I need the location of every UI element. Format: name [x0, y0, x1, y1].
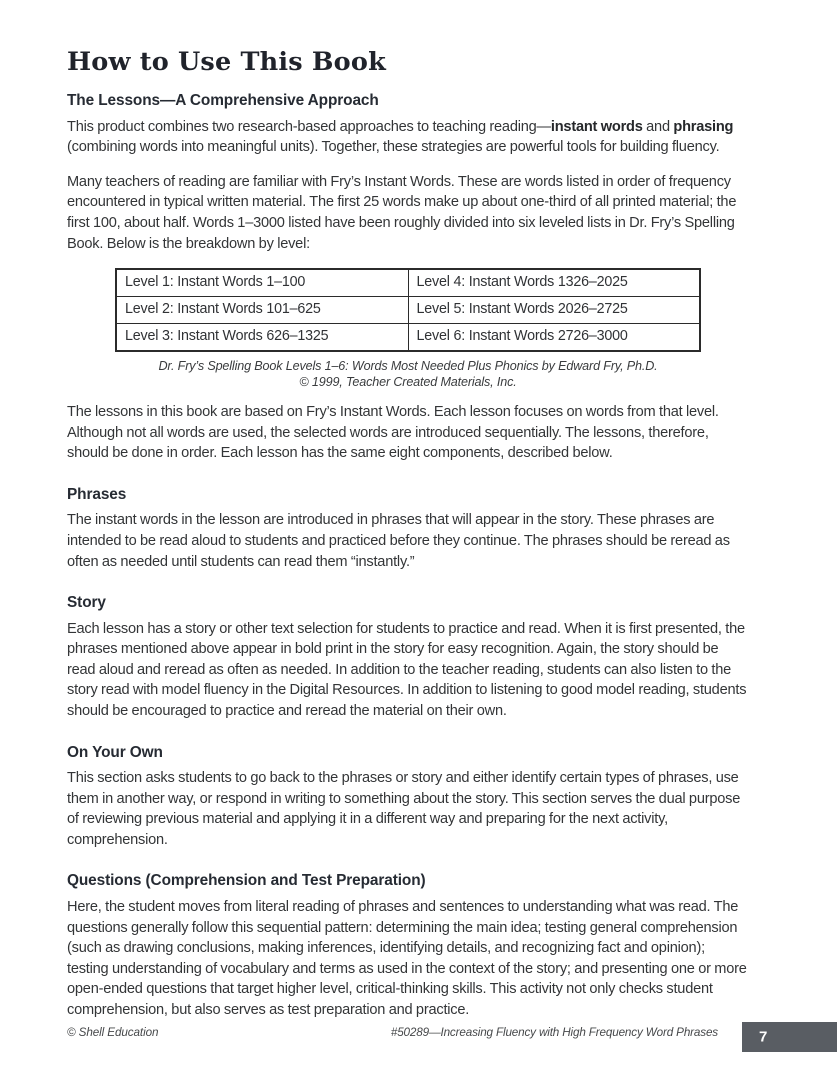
page-title: How to Use This Book	[67, 47, 386, 77]
section-heading-phrases: Phrases	[67, 485, 127, 503]
levels-table-body	[116, 269, 700, 351]
on-your-own-paragraph: This section asks students to go back to the phrases or story and either identify certain types of phrases, use them in another way, or respond in writing to something about the story. This section serves the dual purpose of reviewing previous material and applying it in a different way and preparing for the next activity, comprehension.	[67, 770, 741, 848]
table-cell-level-2: Level 2: Instant Words 101–625	[116, 297, 408, 324]
caption-line-2: © 1999, Teacher Created Materials, Inc.	[299, 375, 517, 390]
page-content	[67, 48, 749, 1035]
lessons-paragraph-3: The lessons in this book are based on Fry’s Instant Words. Each lesson focuses on words from that level. Although not all words are used, the selected words are introduced sequentially. The lessons, therefore, should be done in order. Each lesson has the same eight components, described below.	[67, 404, 719, 462]
levels-table-wrapper	[67, 268, 749, 352]
lessons-p1-text-3: (combining words into meaningful units). Together, these strategies are powerful tools for building fluency.	[67, 139, 720, 156]
section-heading-lessons: The Lessons—A Comprehensive Approach	[67, 92, 379, 110]
lessons-paragraph-2: Many teachers of reading are familiar with Fry’s Instant Words. These are words listed in order of frequency encountered in typical written material. The first 25 words make up about one-third of all printed material; the first 100, about half. Words 1–3000 listed have been roughly divided into six leveled lists in Dr. Fry’s Spelling Book. Below is the breakdown by level:	[67, 173, 737, 252]
phrases-paragraph: The instant words in the lesson are introduced in phrases that will appear in the story. These phrases are intended to be read aloud to students and practiced before they continue. The phrases should be reread as often as needed until students can read them “instantly.”	[67, 512, 730, 570]
table-cell-level-3: Level 3: Instant Words 626–1325	[116, 324, 408, 352]
section-heading-on-your-own: On Your Own	[67, 743, 163, 761]
table-cell-level-5: Level 5: Instant Words 2026–2725	[408, 297, 700, 324]
page-number-badge	[742, 1022, 837, 1052]
lessons-paragraph-1	[67, 117, 749, 158]
page-number-label: 7	[759, 1028, 768, 1046]
story-paragraph: Each lesson has a story or other text selection for students to practice and read. When it is first presented, the phrases mentioned above appear in bold print in the story for easy recognition. Again, the story should be read aloud and reread as often as needed. In addition to the teacher reading, students can also listen to the story read with model fluency in the Digital Resources. In addition to listening to good model reading, students should be encouraged to practice and reread the material on their own.	[67, 620, 747, 719]
table-cell-level-4: Level 4: Instant Words 1326–2025	[408, 269, 700, 297]
lessons-p1-bold-instant-words: instant words	[550, 118, 643, 135]
table-row	[116, 324, 700, 352]
questions-paragraph: Here, the student moves from literal reading of phrases and sentences to understanding what was read. The questions generally follow this sequential pattern: determining the main idea; testing general comprehension (such as drawing conclusions, making inferences, identifying details, and recognizing fact and opinion); testing understanding of vocabulary and terms as used in the context of the story; and presenting one or more open-ended questions that target higher level, critical-thinking skills. This activity not only checks student comprehension, but also serves as test preparation and practice.	[67, 898, 747, 1018]
levels-table-caption	[67, 358, 749, 390]
section-heading-questions: Questions (Comprehension and Test Preparation)	[67, 872, 426, 890]
lessons-p1-text-2: and	[642, 118, 674, 135]
caption-line-1: Dr. Fry’s Spelling Book Levels 1–6: Words Most Needed Plus Phonics by Edward Fry, Ph.D.	[158, 359, 658, 374]
page-footer	[67, 1026, 718, 1046]
table-row	[116, 269, 700, 297]
section-heading-story: Story	[67, 594, 106, 612]
levels-table	[115, 268, 701, 352]
table-cell-level-6: Level 6: Instant Words 2726–3000	[408, 324, 700, 352]
lessons-p1-text-1: This product combines two research-based approaches to teaching reading—	[67, 118, 551, 135]
footer-product-title: #50289—Increasing Fluency with High Frequency Word Phrases	[390, 1026, 718, 1039]
lessons-p1-bold-phrasing: phrasing	[673, 118, 734, 135]
table-row	[116, 297, 700, 324]
footer-publisher: © Shell Education	[67, 1026, 159, 1039]
table-cell-level-1: Level 1: Instant Words 1–100	[116, 269, 408, 297]
